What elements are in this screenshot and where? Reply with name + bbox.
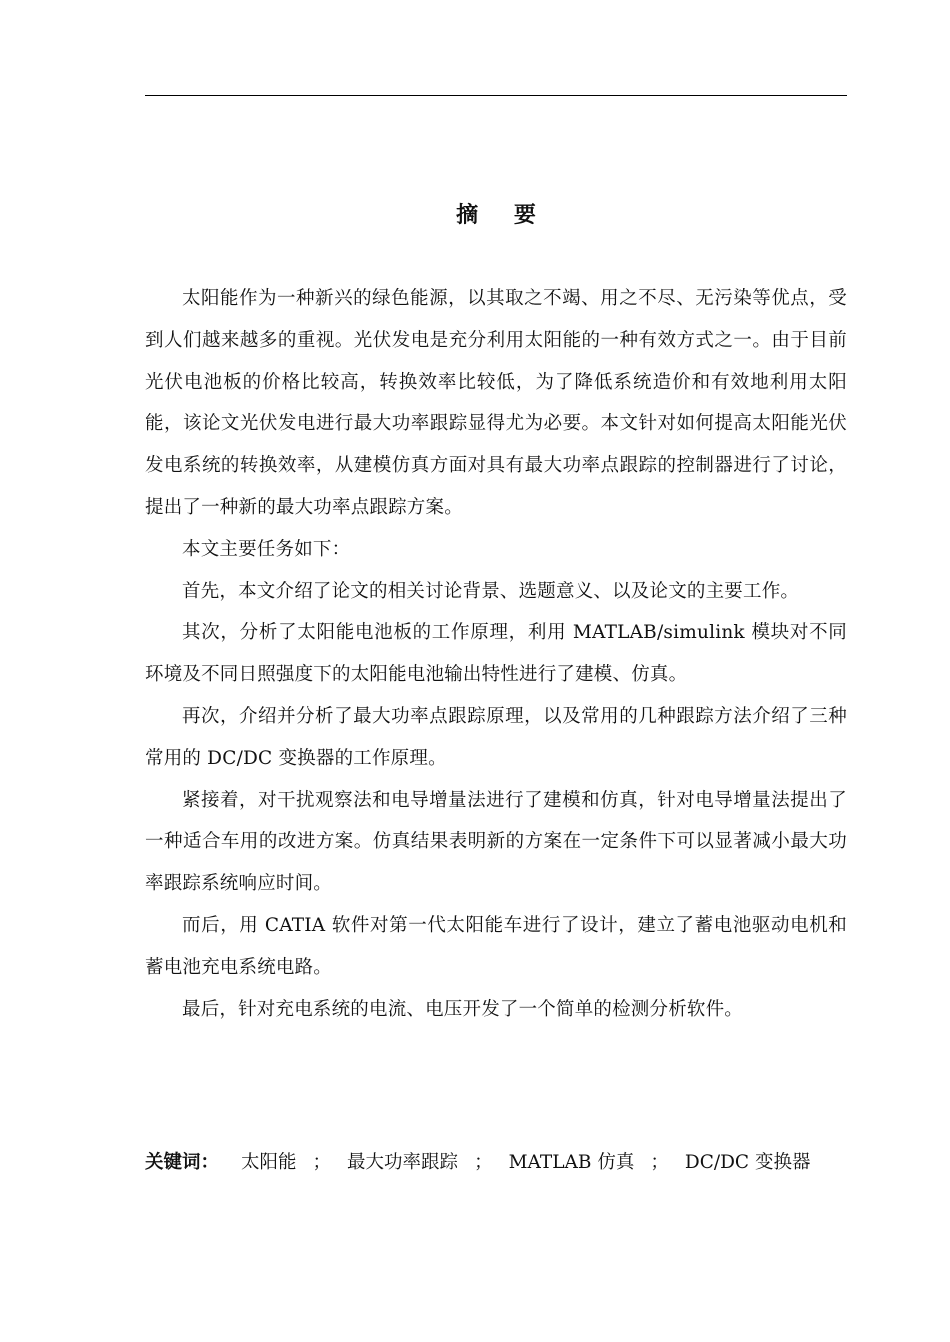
paragraph-second: 其次，分析了太阳能电池板的工作原理，利用 MATLAB/simulink 模块对不同环境及不同日照强度下的太阳能电池输出特性进行了建模、仿真。	[145, 622, 847, 686]
paragraph-fourth: 紧接着，对干扰观察法和电导增量法进行了建模和仿真，针对电导增量法提出了一种适合车用的改进方案。仿真结果表明新的方案在一定条件下可以显著减小最大功率跟踪系统响应时间。	[145, 789, 847, 895]
keyword-separator: ；	[474, 1152, 493, 1173]
paragraph-first: 首先，本文介绍了论文的相关讨论背景、选题意义、以及论文的主要工作。	[182, 580, 800, 602]
keyword-item: DC/DC 变换器	[684, 1152, 811, 1173]
keywords-label: 关键词：	[145, 1152, 220, 1173]
header-rule	[145, 95, 847, 96]
keywords-line	[145, 1143, 847, 1183]
keyword-item: MATLAB 仿真	[508, 1152, 635, 1173]
keyword-separator: ；	[312, 1152, 332, 1173]
keyword-item: 太阳能	[241, 1152, 297, 1173]
paragraph-tasks-heading: 本文主要任务如下：	[182, 538, 351, 560]
paragraph-intro: 太阳能作为一种新兴的绿色能源，以其取之不竭、用之不尽、无污染等优点，受到人们越来越多的重视。光伏发电是充分利用太阳能的一种有效方式之一。由于目前光伏电池板的价格比较高，转换效率比较低，为了降低系统造价和有效地利用太阳能，该论文光伏发电进行最大功率跟踪显得尤为必要。本文针对如何提高太阳能光伏发电系统的转换效率，从建模仿真方面对具有最大功率点跟踪的控制器进行了讨论，提出了一种新的最大功率点跟踪方案。	[145, 288, 847, 518]
paragraph-fifth: 而后，用 CATIA 软件对第一代太阳能车进行了设计，建立了蓄电池驱动电机和蓄电池充电系统电路。	[145, 914, 847, 978]
abstract-title: 摘 要	[456, 203, 550, 228]
abstract-body	[145, 278, 847, 1030]
keyword-separator: ；	[650, 1152, 669, 1173]
keyword-item: 最大功率跟踪	[347, 1152, 459, 1173]
paragraph-last: 最后，针对充电系统的电流、电压开发了一个简单的检测分析软件。	[182, 998, 744, 1020]
paragraph-third: 再次，介绍并分析了最大功率点跟踪原理，以及常用的几种跟踪方法介绍了三种常用的 DC/DC 变换器的工作原理。	[145, 705, 847, 769]
